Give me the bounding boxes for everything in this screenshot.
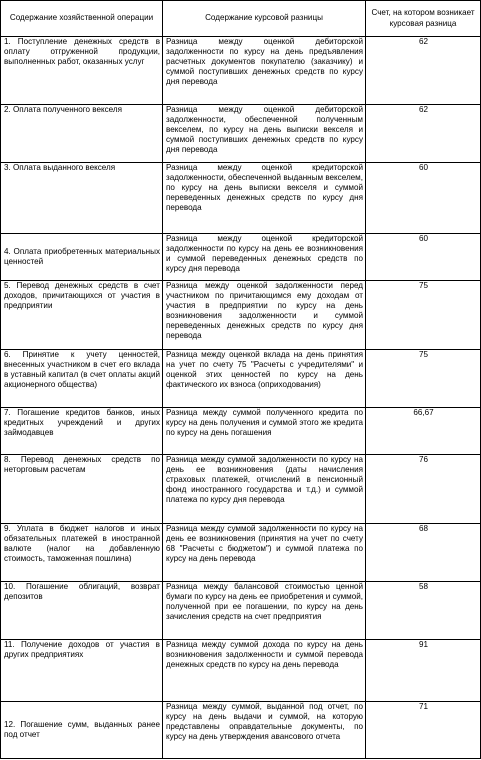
operation-cell: 10. Погашение облигаций, возврат депозитов: [1, 582, 163, 640]
difference-cell: Разница между балансовой стоимостью ценной бумаги по курсу на день ее приобретения и суммой, полученной при ее погашении, по курсу на день зачисления средств на счет предприятия: [163, 582, 366, 640]
account-value: 60: [418, 163, 428, 172]
account-cell: [366, 582, 481, 640]
header-operation: Содержание хозяйственной операции: [1, 1, 163, 37]
operation-cell: 2. Оплата полученного векселя: [1, 105, 163, 163]
table-row: [1, 524, 481, 582]
difference-cell: Разница между суммой, выданной под отчет, по курсу на день выдачи и суммой, на которую представлены оправдательные документы, по курсу на день утверждения авансового отчета: [163, 702, 366, 759]
difference-cell: Разница между суммой задолженности по курсу на день ее возникновения (принятия на учет по счету 68 "Расчеты с бюджетом") и суммой платежа по курсу на день перевода: [163, 524, 366, 582]
operation-cell: 9. Уплата в бюджет налогов и иных обязательных платежей в иностранной валюте (налог на добавленную стоимость, таможенная пошлина): [1, 524, 163, 582]
operation-cell: 6. Принятие к учету ценностей, внесенных участником в счет его вклада в уставный капитал (в счет оплаты акций акционерного общества): [1, 350, 163, 408]
difference-cell: Разница между оценкой дебиторской задолженности, обеспеченной полученным векселем, по курсу на день выписки векселя и суммой поступивших денежных средств по курсу дня перевода: [163, 105, 366, 163]
account-cell: [366, 702, 481, 759]
account-cell: [366, 105, 481, 163]
operation-cell: 12. Погашение сумм, выданных ранее под отчет: [1, 702, 163, 759]
account-cell: [366, 455, 481, 524]
account-cell: [366, 640, 481, 702]
account-value: 71: [418, 702, 428, 711]
operation-cell: 4. Оплата приобретенных материальных ценностей: [1, 234, 163, 281]
table-row: [1, 163, 481, 234]
account-value: 62: [418, 37, 428, 46]
table-row: [1, 105, 481, 163]
table-row: [1, 281, 481, 350]
account-cell: [366, 408, 481, 455]
operation-cell: 11. Получение доходов от участия в других предприятиях: [1, 640, 163, 702]
operation-cell: 1. Поступление денежных средств в оплату отгруженной продукции, выполненных работ, оказанных услуг: [1, 37, 163, 105]
table-row: [1, 455, 481, 524]
account-value: 58: [418, 582, 428, 591]
table-row: [1, 37, 481, 105]
operation-cell: 3. Оплата выданного векселя: [1, 163, 163, 234]
table-row: [1, 640, 481, 702]
account-value: 91: [418, 640, 428, 649]
account-value: 62: [418, 105, 428, 114]
table-row: [1, 582, 481, 640]
difference-cell: Разница между оценкой задолженности перед участником по причитающимся ему доходам от участия в предприятии по курсу на день возникновения задолженности и суммой переведенных денежных средств по курсу дня перевода: [163, 281, 366, 350]
difference-cell: Разница между оценкой дебиторской задолженности по курсу на день предъявления расчетных документов покупателю (заказчику) и суммой поступивших денежных средств по курсу дня перевода: [163, 37, 366, 105]
account-value: 76: [418, 455, 428, 464]
account-cell: [366, 350, 481, 408]
header-difference: Содержание курсовой разницы: [163, 1, 366, 37]
difference-cell: Разница между суммой задолженности по курсу на день ее возникновения (даты начисления страховых платежей, отчислений в пенсионный фонд иностранного государства и т.д.) и суммой платежа по курсу дня перевода: [163, 455, 366, 524]
account-value: 66,67: [413, 408, 434, 417]
account-cell: [366, 281, 481, 350]
account-value: 68: [418, 524, 428, 533]
difference-cell: Разница между суммой дохода по курсу на день возникновения задолженности и суммой перевода денежных средств по курсу на день перевода: [163, 640, 366, 702]
table-header-row: [1, 1, 481, 37]
operation-cell: 8. Перевод денежных средств по неторговым расчетам: [1, 455, 163, 524]
account-cell: [366, 163, 481, 234]
difference-cell: Разница между оценкой кредиторской задолженности, обеспеченной выданным векселем, по курсу на день выписки векселя и суммой переведенных денежных средств по курсу дня перевода: [163, 163, 366, 234]
difference-cell: Разница между оценкой вклада на день принятия на учет по счету 75 "Расчеты с учредителями" и оценкой этих ценностей по курсу на день фактического их взноса (оприходования): [163, 350, 366, 408]
account-value: 75: [418, 350, 428, 359]
account-value: 60: [418, 234, 428, 243]
header-account: Счет, на котором возникает курсовая разница: [366, 1, 481, 37]
difference-cell: Разница между оценкой кредиторской задолженности по курсу на день ее возникновения и суммой переведенных денежных средств по курсу дня перевода: [163, 234, 366, 281]
operation-cell: 5. Перевод денежных средств в счет доходов, причитающихся от участия в предприятии: [1, 281, 163, 350]
account-value: 75: [418, 281, 428, 290]
difference-cell: Разница между суммой полученного кредита по курсу на день получения и суммой этого же кредита по курсу на день погашения: [163, 408, 366, 455]
table-row: [1, 234, 481, 281]
operation-cell: 7. Погашение кредитов банков, иных кредитных учреждений и других займодавцев: [1, 408, 163, 455]
account-cell: [366, 524, 481, 582]
table-row: [1, 350, 481, 408]
account-cell: [366, 37, 481, 105]
account-cell: [366, 234, 481, 281]
table-row: [1, 702, 481, 759]
table-row: [1, 408, 481, 455]
